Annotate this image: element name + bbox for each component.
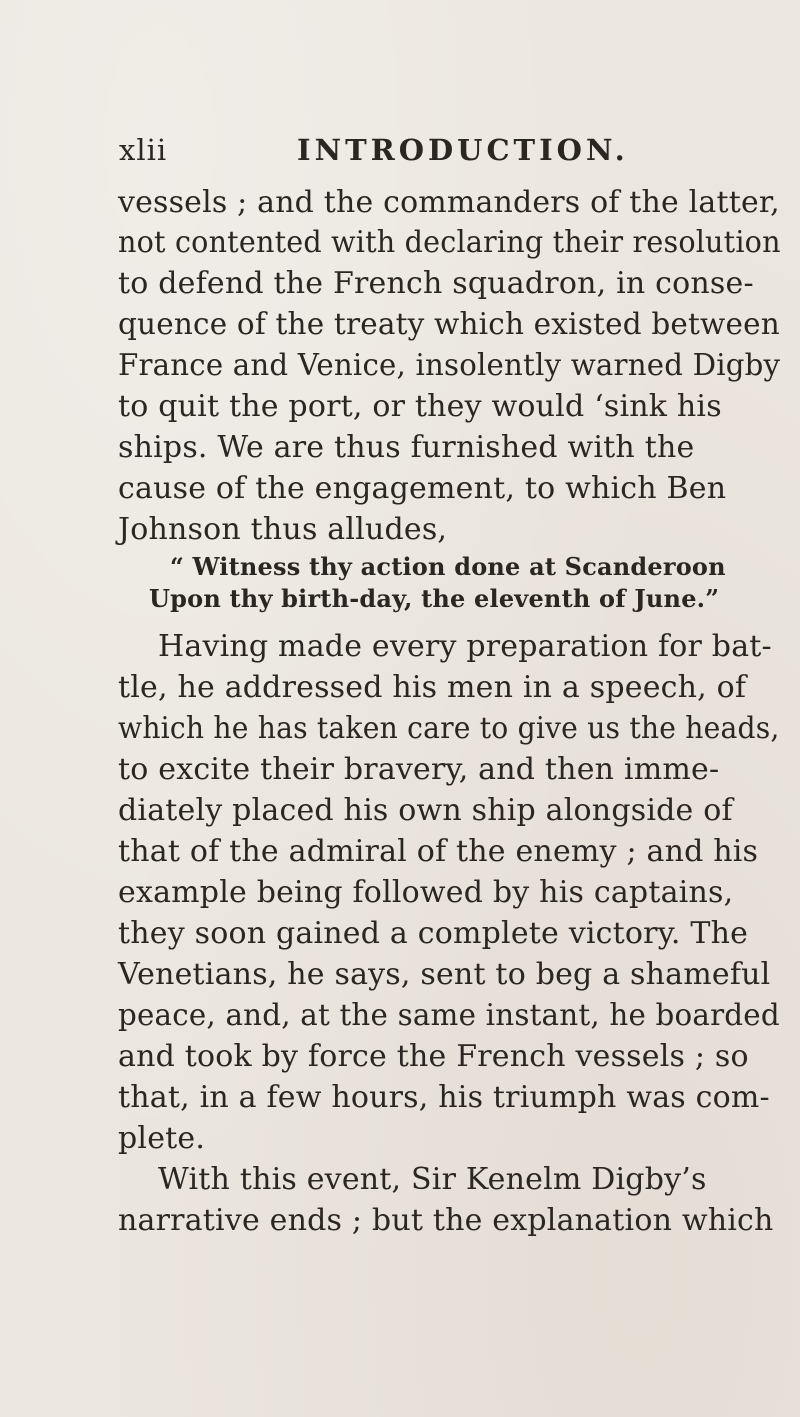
text-line: Having made every preparation for bat- (158, 629, 772, 664)
text-line: narrative ends ; but the explanation which (118, 1203, 774, 1238)
quote-line: “ Witness thy action done at Scanderoon (170, 552, 726, 581)
text-line: to excite their bravery, and then imme- (118, 752, 720, 787)
quote-line: Upon thy birth-day, the eleventh of June.” (149, 584, 720, 613)
text-line: they soon gained a complete victory. The (118, 916, 749, 951)
text-line: Venetians, he says, sent to beg a shameful (118, 957, 771, 992)
text-line: ships. We are thus furnished with the (118, 430, 695, 465)
page-header (119, 133, 739, 173)
text-line: and took by force the French vessels ; so (118, 1039, 749, 1074)
text-line: quence of the treaty which existed between (118, 307, 780, 342)
text-line: plete. (118, 1121, 206, 1156)
text-line: to defend the French squadron, in conse- (118, 266, 754, 301)
running-head: INTRODUCTION. (297, 133, 629, 167)
text-line: With this event, Sir Kenelm Digby’s (158, 1162, 707, 1197)
text-line: France and Venice, insolently warned Digby (118, 348, 781, 383)
text-line: that, in a few hours, his triumph was com- (118, 1080, 770, 1115)
text-line: that of the admiral of the enemy ; and his (118, 834, 759, 869)
text-line: example being followed by his captains, (118, 875, 734, 910)
text-line: not contented with declaring their resolution (118, 225, 781, 260)
text-line: cause of the engagement, to which Ben (118, 471, 727, 506)
page-number: xlii (119, 133, 168, 167)
text-line: Johnson thus alludes, (118, 512, 448, 547)
text-line: diately placed his own ship alongside of (118, 793, 733, 828)
text-line: which he has taken care to give us the heads, (118, 711, 780, 746)
text-line: tle, he addressed his men in a speech, of (118, 670, 747, 705)
text-line: vessels ; and the commanders of the latter, (118, 185, 780, 220)
text-line: peace, and, at the same instant, he boarded (118, 998, 780, 1033)
text-line: to quit the port, or they would ‘sink his (118, 389, 722, 424)
